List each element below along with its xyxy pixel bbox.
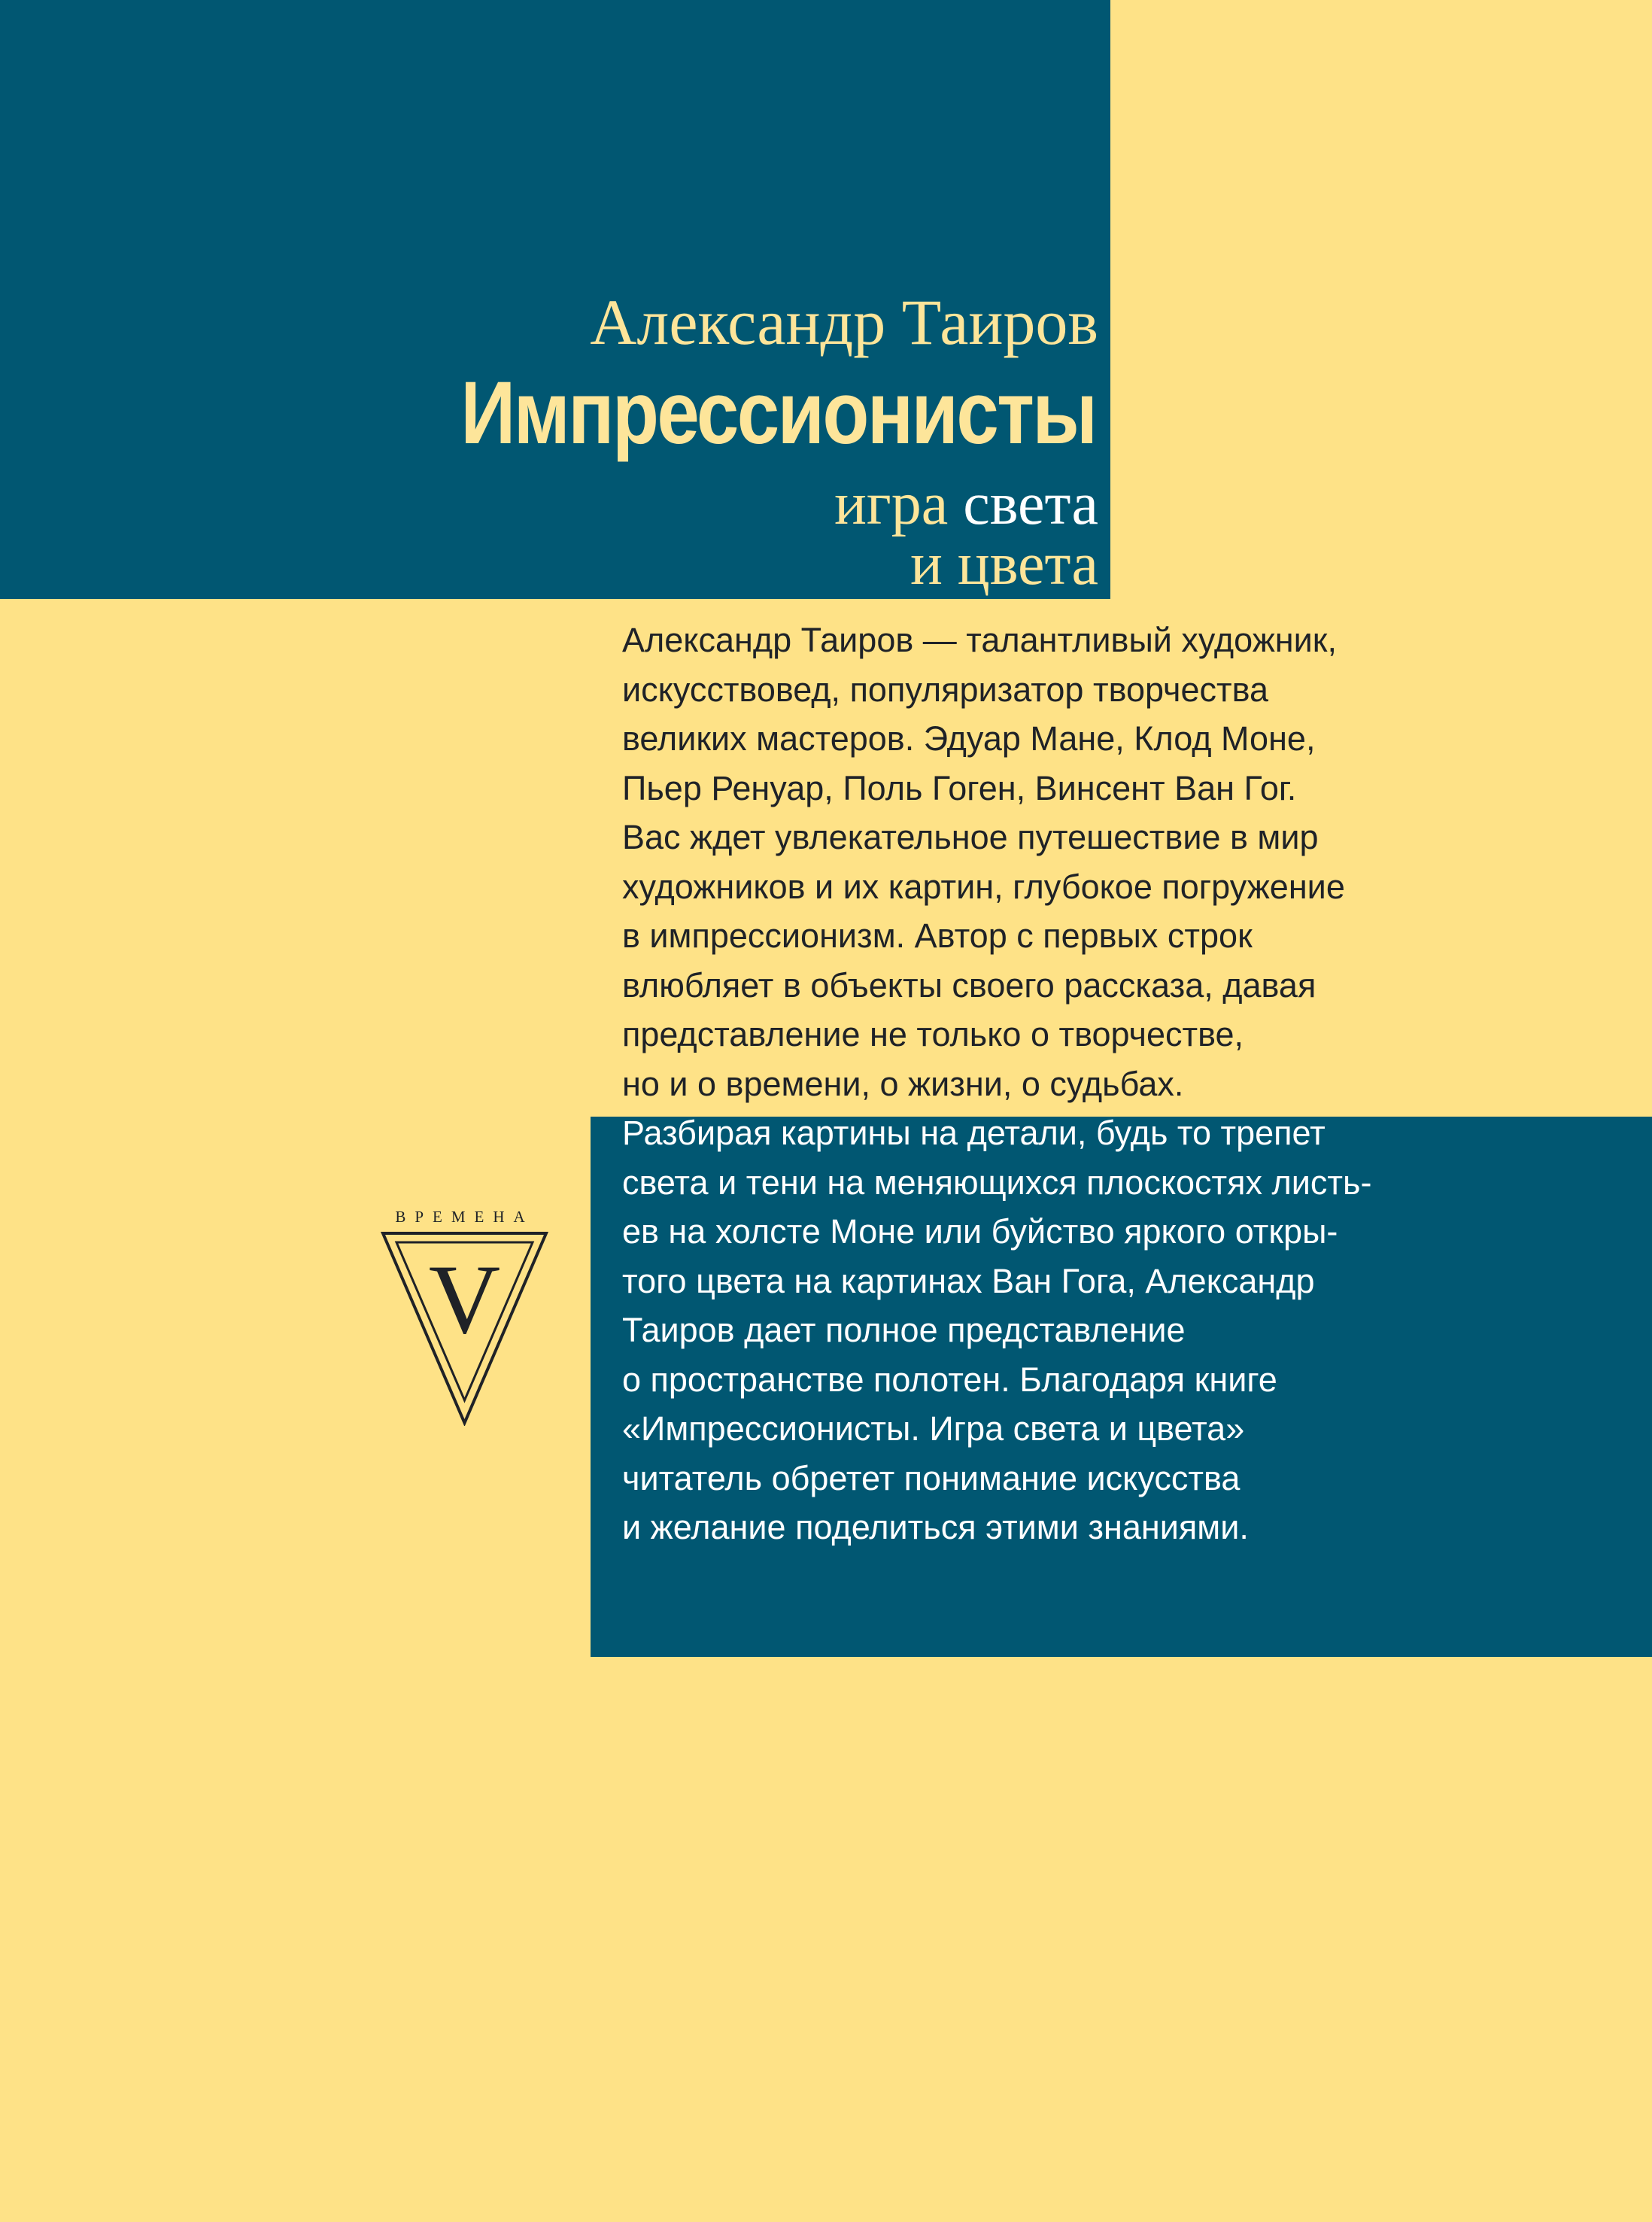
annotation-line: того цвета на картинах Ван Гога, Александр bbox=[622, 1261, 1315, 1300]
annotation-text-dark bbox=[622, 616, 1600, 1108]
book-title: Импрессионисты bbox=[460, 363, 1095, 463]
annotation-line: Таиров дает полное представление bbox=[622, 1311, 1186, 1349]
subtitle-line-2: и цвета bbox=[910, 531, 1098, 597]
annotation-line: «Импрессионисты. Игра света и цвета» bbox=[622, 1409, 1245, 1448]
annotation-line: представление не только о творчестве, bbox=[622, 1015, 1244, 1053]
annotation-line: Разбирая картины на детали, будь то трепет bbox=[622, 1114, 1326, 1152]
subtitle-word-igra: игра bbox=[834, 471, 949, 537]
annotation-line: читатель обретет понимание искусства bbox=[622, 1458, 1241, 1497]
annotation-line: Пьер Ренуар, Поль Гоген, Винсент Ван Гог. bbox=[622, 768, 1297, 807]
annotation-line: искусствовед, популяризатор творчества bbox=[622, 670, 1269, 709]
annotation-line: художников и их картин, глубокое погружение bbox=[622, 867, 1345, 906]
annotation-line: о пространстве полотен. Благодаря книге bbox=[622, 1360, 1277, 1399]
annotation-line: но и о времени, о жизни, о судьбах. bbox=[622, 1064, 1184, 1103]
inverted-triangle-v-logo-icon bbox=[380, 1230, 549, 1426]
annotation-line: Вас ждет увлекательное путешествие в мир bbox=[622, 818, 1319, 856]
publisher-mark: V bbox=[428, 1244, 501, 1354]
annotation-line: ев на холсте Моне или буйство яркого откры- bbox=[622, 1212, 1338, 1251]
publisher-logo bbox=[380, 1208, 549, 1426]
annotation-line: Александр Таиров — талантливый художник, bbox=[622, 621, 1337, 659]
annotation-line: в импрессионизм. Автор с первых строк bbox=[622, 916, 1253, 955]
subtitle-line-1 bbox=[834, 471, 1098, 537]
author-name: Александр Таиров bbox=[590, 286, 1098, 358]
publisher-label: ВРЕМЕНА bbox=[395, 1208, 534, 1226]
annotation-line: и желание поделиться этими знаниями. bbox=[622, 1508, 1249, 1546]
book-subtitle bbox=[834, 471, 1098, 597]
annotation-line: великих мастеров. Эдуар Мане, Клод Моне, bbox=[622, 719, 1316, 758]
annotation-text-light bbox=[622, 1108, 1600, 1552]
annotation-line: света и тени на меняющихся плоскостях листь- bbox=[622, 1163, 1372, 1202]
annotation-line: влюбляет в объекты своего рассказа, давая bbox=[622, 965, 1316, 1005]
subtitle-word-sveta: света bbox=[963, 471, 1098, 537]
